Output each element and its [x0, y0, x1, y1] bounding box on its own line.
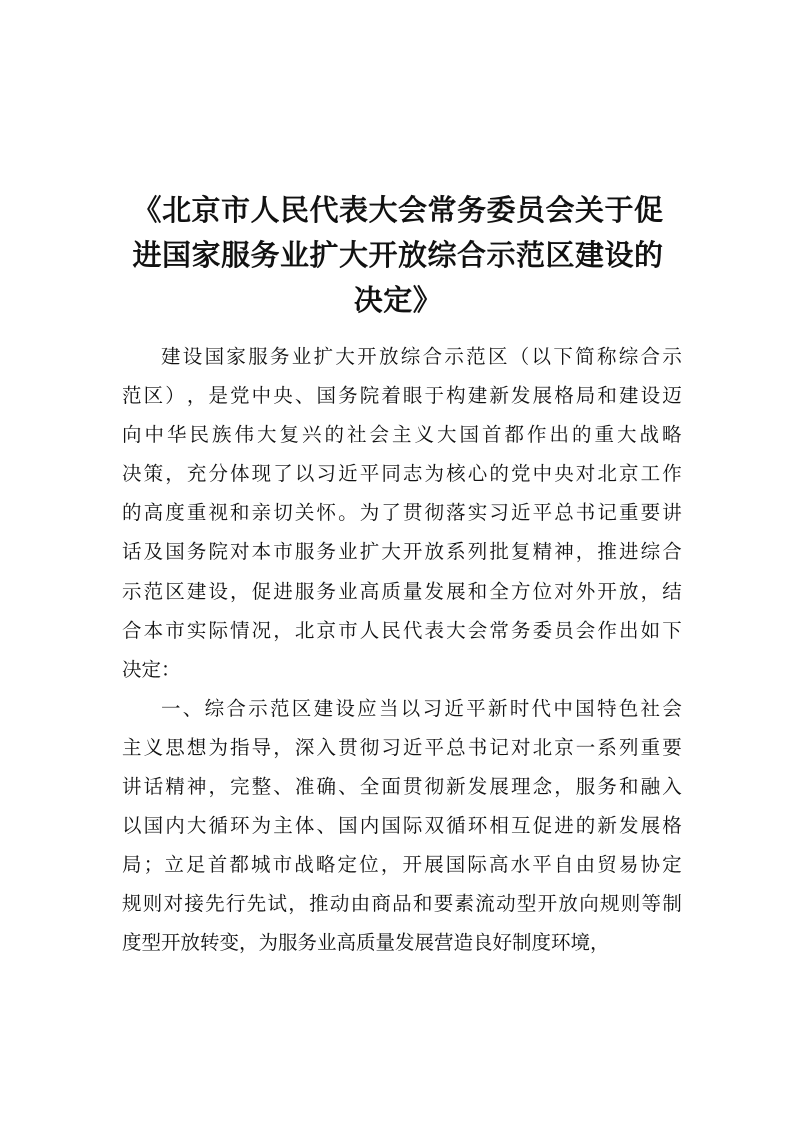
- paragraph-line: 局 ； 立 足 首 都 城 市 战 略 定 位 ， 开 展 国 际 高 水 平 自 由 贸 易 协 定: [122, 853, 682, 877]
- paragraph-line: 度型开放转变，为服务业高质量发展营造良好制度环境，: [122, 931, 610, 955]
- paragraph-line: 示 范 区 建 设 ， 促 进 服 务 业 高 质 量 发 展 和 全 方 位 对 外 开 放 ， 结: [122, 579, 682, 603]
- paragraph-line: 范 区 ） ， 是 党 中 央 、 国 务 院 着 眼 于 构 建 新 发 展 格 局 和 建 设 迈: [122, 384, 682, 408]
- paragraph-line: 讲 话 精 神 ， 完 整 、 准 确 、 全 面 贯 彻 新 发 展 理 念 ， 服 务 和 融 入: [122, 775, 682, 799]
- paragraph-article-1: [122, 689, 682, 963]
- document-body: [122, 337, 682, 963]
- paragraph-line: 主 义 思 想 为 指 导 ， 深 入 贯 彻 习 近 平 总 书 记 对 北 京 一 系 列 重 要: [122, 735, 682, 759]
- paragraph-line: 建 设 国 家 服 务 业 扩 大 开 放 综 合 示 范 区 （ 以 下 简 称 综 合 示: [161, 345, 682, 368]
- paragraph-line: 的 高 度 重 视 和 亲 切 关 怀 。 为 了 贯 彻 落 实 习 近 平 总 书 记 重 要 讲: [122, 501, 682, 525]
- paragraph-line: 以 国 内 大 循 环 为 主 体 、 国 内 国 际 双 循 环 相 互 促 进 的 新 发 展 格: [122, 814, 682, 838]
- title-line-2: 进国家服务业扩大开放综合示范区建设的: [132, 238, 664, 272]
- document-title: [118, 188, 678, 323]
- paragraph-line: 决定：: [122, 657, 181, 681]
- paragraph-line: 向 中 华 民 族 伟 大 复 兴 的 社 会 主 义 大 国 首 都 作 出 的 重 大 战 略: [122, 423, 682, 447]
- paragraph-line: 决 策 ， 充 分 体 现 了 以 习 近 平 同 志 为 核 心 的 党 中 央 对 北 京 工 作: [122, 462, 682, 486]
- title-line-3: 决定》: [353, 283, 443, 317]
- paragraph-line: 规 则 对 接 先 行 先 试 ， 推 动 由 商 品 和 要 素 流 动 型 开 放 向 规 则 等 制: [122, 892, 682, 916]
- paragraph-line: 合 本 市 实 际 情 况 ， 北 京 市 人 民 代 表 大 会 常 务 委 员 会 作 出 如 下: [122, 618, 682, 642]
- paragraph-preamble: [122, 337, 682, 689]
- title-line-1: 《北京市人民代表大会常务委员会关于促: [132, 193, 664, 227]
- paragraph-line: 话 及 国 务 院 对 本 市 服 务 业 扩 大 开 放 系 列 批 复 精 神 ， 推 进 综 合: [122, 540, 682, 564]
- paragraph-line: 一 、 综 合 示 范 区 建 设 应 当 以 习 近 平 新 时 代 中 国 特 色 社 会: [161, 696, 682, 720]
